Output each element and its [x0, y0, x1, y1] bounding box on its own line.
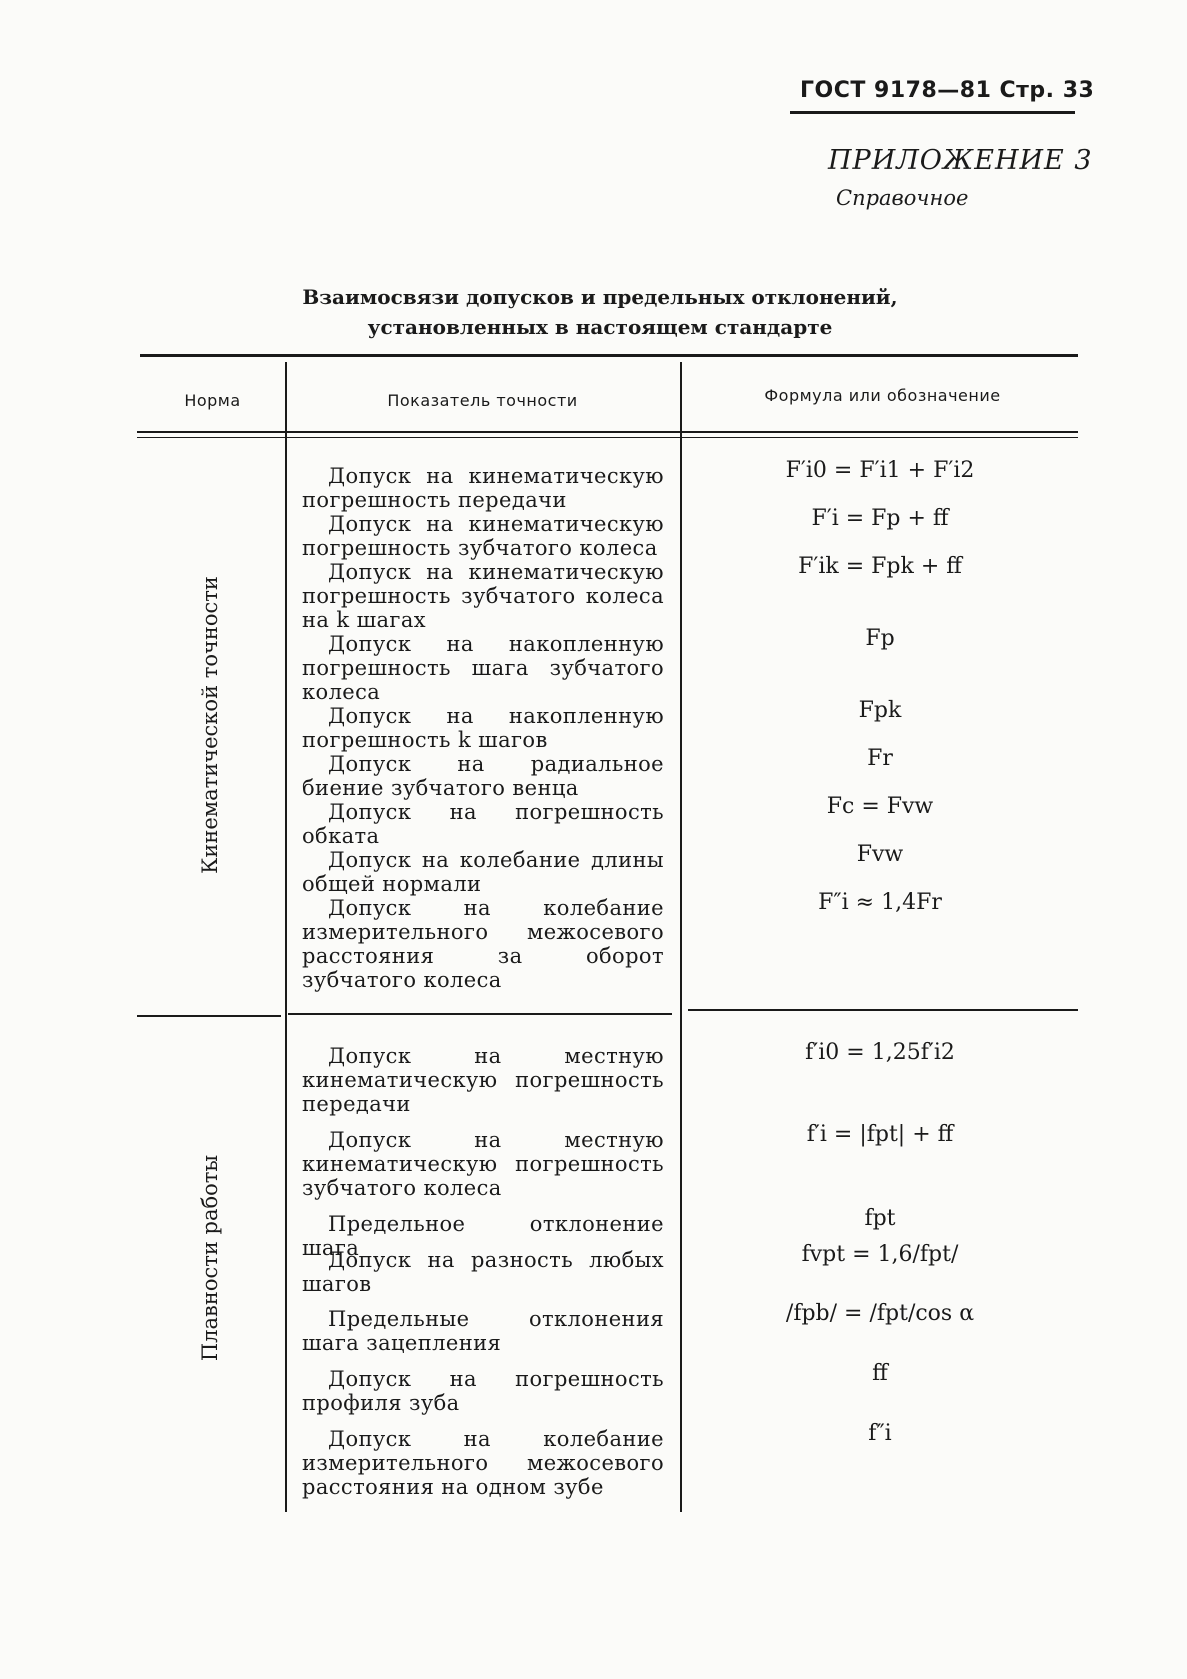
formula-cell: Fc = Fvw	[826, 794, 934, 819]
formula-cell: /fpb/ = /fpt/cos α	[785, 1301, 975, 1326]
formula-cell: fpt	[864, 1206, 896, 1231]
table-title-line-1: Взаимосвязи допусков и предельных отклонений,	[302, 285, 898, 309]
indicator-cell: Допуск на колебание измерительного межосевого расстояния на одном зубе	[302, 1427, 664, 1499]
column-header-indicator: Показатель точности	[387, 391, 578, 410]
table-title-line-2: установленных в настоящем стандарте	[367, 315, 833, 339]
indicator-cell: Предельные отклонения шага зацепления	[302, 1307, 664, 1355]
indicator-cell: Допуск на кинематическую погрешность зубчатого колеса	[302, 512, 664, 560]
indicator-cell: Допуск на погрешность профиля зуба	[302, 1367, 664, 1415]
table-header-rule-1	[137, 431, 1078, 433]
indicator-cell: Допуск на местную кинематическую погрешность зубчатого колеса	[302, 1128, 664, 1200]
page-header: ГОСТ 9178—81 Стр. 33	[800, 78, 1095, 103]
indicator-cell: Допуск на разность любых шагов	[302, 1248, 664, 1296]
table-header-rule-2	[137, 437, 1078, 438]
section-divider-norm	[137, 1015, 281, 1017]
indicator-cell: Допуск на кинематическую погрешность передачи	[302, 464, 664, 512]
formula-cell: f′i0 = 1,25f′i2	[805, 1040, 955, 1065]
header-rule	[790, 111, 1075, 114]
section-divider-indicator	[288, 1013, 672, 1015]
section-divider-formula	[688, 1009, 1078, 1011]
indicator-cell: Допуск на накопленную погрешность шага зубчатого колеса	[302, 632, 664, 704]
column-header-norm: Норма	[184, 391, 241, 410]
indicator-cell: Допуск на кинематическую погрешность зубчатого колеса на k шагах	[302, 560, 664, 632]
indicator-cell: Допуск на погрешность обката	[302, 800, 664, 848]
appendix-note: Справочное	[836, 186, 969, 210]
formula-cell: fvpt = 1,6/fpt/	[801, 1242, 959, 1267]
formula-cell: f″i	[868, 1421, 892, 1446]
indicator-cell: Допуск на радиальное биение зубчатого венца	[302, 752, 664, 800]
formula-cell: f′i = |fpt| + ff	[806, 1122, 954, 1147]
indicator-cell: Допуск на местную кинематическую погрешность передачи	[302, 1044, 664, 1116]
indicator-cell: Допуск на колебание измерительного межосевого расстояния за оборот зубчатого колеса	[302, 896, 664, 992]
formula-cell: Fpk	[858, 698, 902, 723]
formula-cell: Fp	[865, 626, 895, 651]
table-top-rule	[140, 354, 1078, 357]
indicator-cell: Допуск на накопленную погрешность k шагов	[302, 704, 664, 752]
formula-cell: ff	[872, 1361, 888, 1386]
appendix-title: ПРИЛОЖЕНИЕ 3	[828, 145, 1093, 176]
formula-cell: Fvw	[856, 842, 904, 867]
formula-cell: Fr	[867, 746, 893, 771]
formula-cell: F″i ≈ 1,4Fr	[818, 890, 942, 915]
indicator-cell: Предельное отклонение шага	[302, 1212, 664, 1260]
indicator-cell: Допуск на колебание длины общей нормали	[302, 848, 664, 896]
column-rule-1	[285, 362, 287, 1512]
column-header-formula: Формула или обозначение	[764, 386, 1001, 405]
formula-cell: F′ik = Fpk + ff	[798, 554, 962, 579]
formula-cell: F′i = Fp + ff	[811, 506, 949, 531]
formula-cell: F′i0 = F′i1 + F′i2	[785, 458, 975, 483]
table-title	[200, 282, 1000, 342]
column-rule-2	[680, 362, 682, 1512]
